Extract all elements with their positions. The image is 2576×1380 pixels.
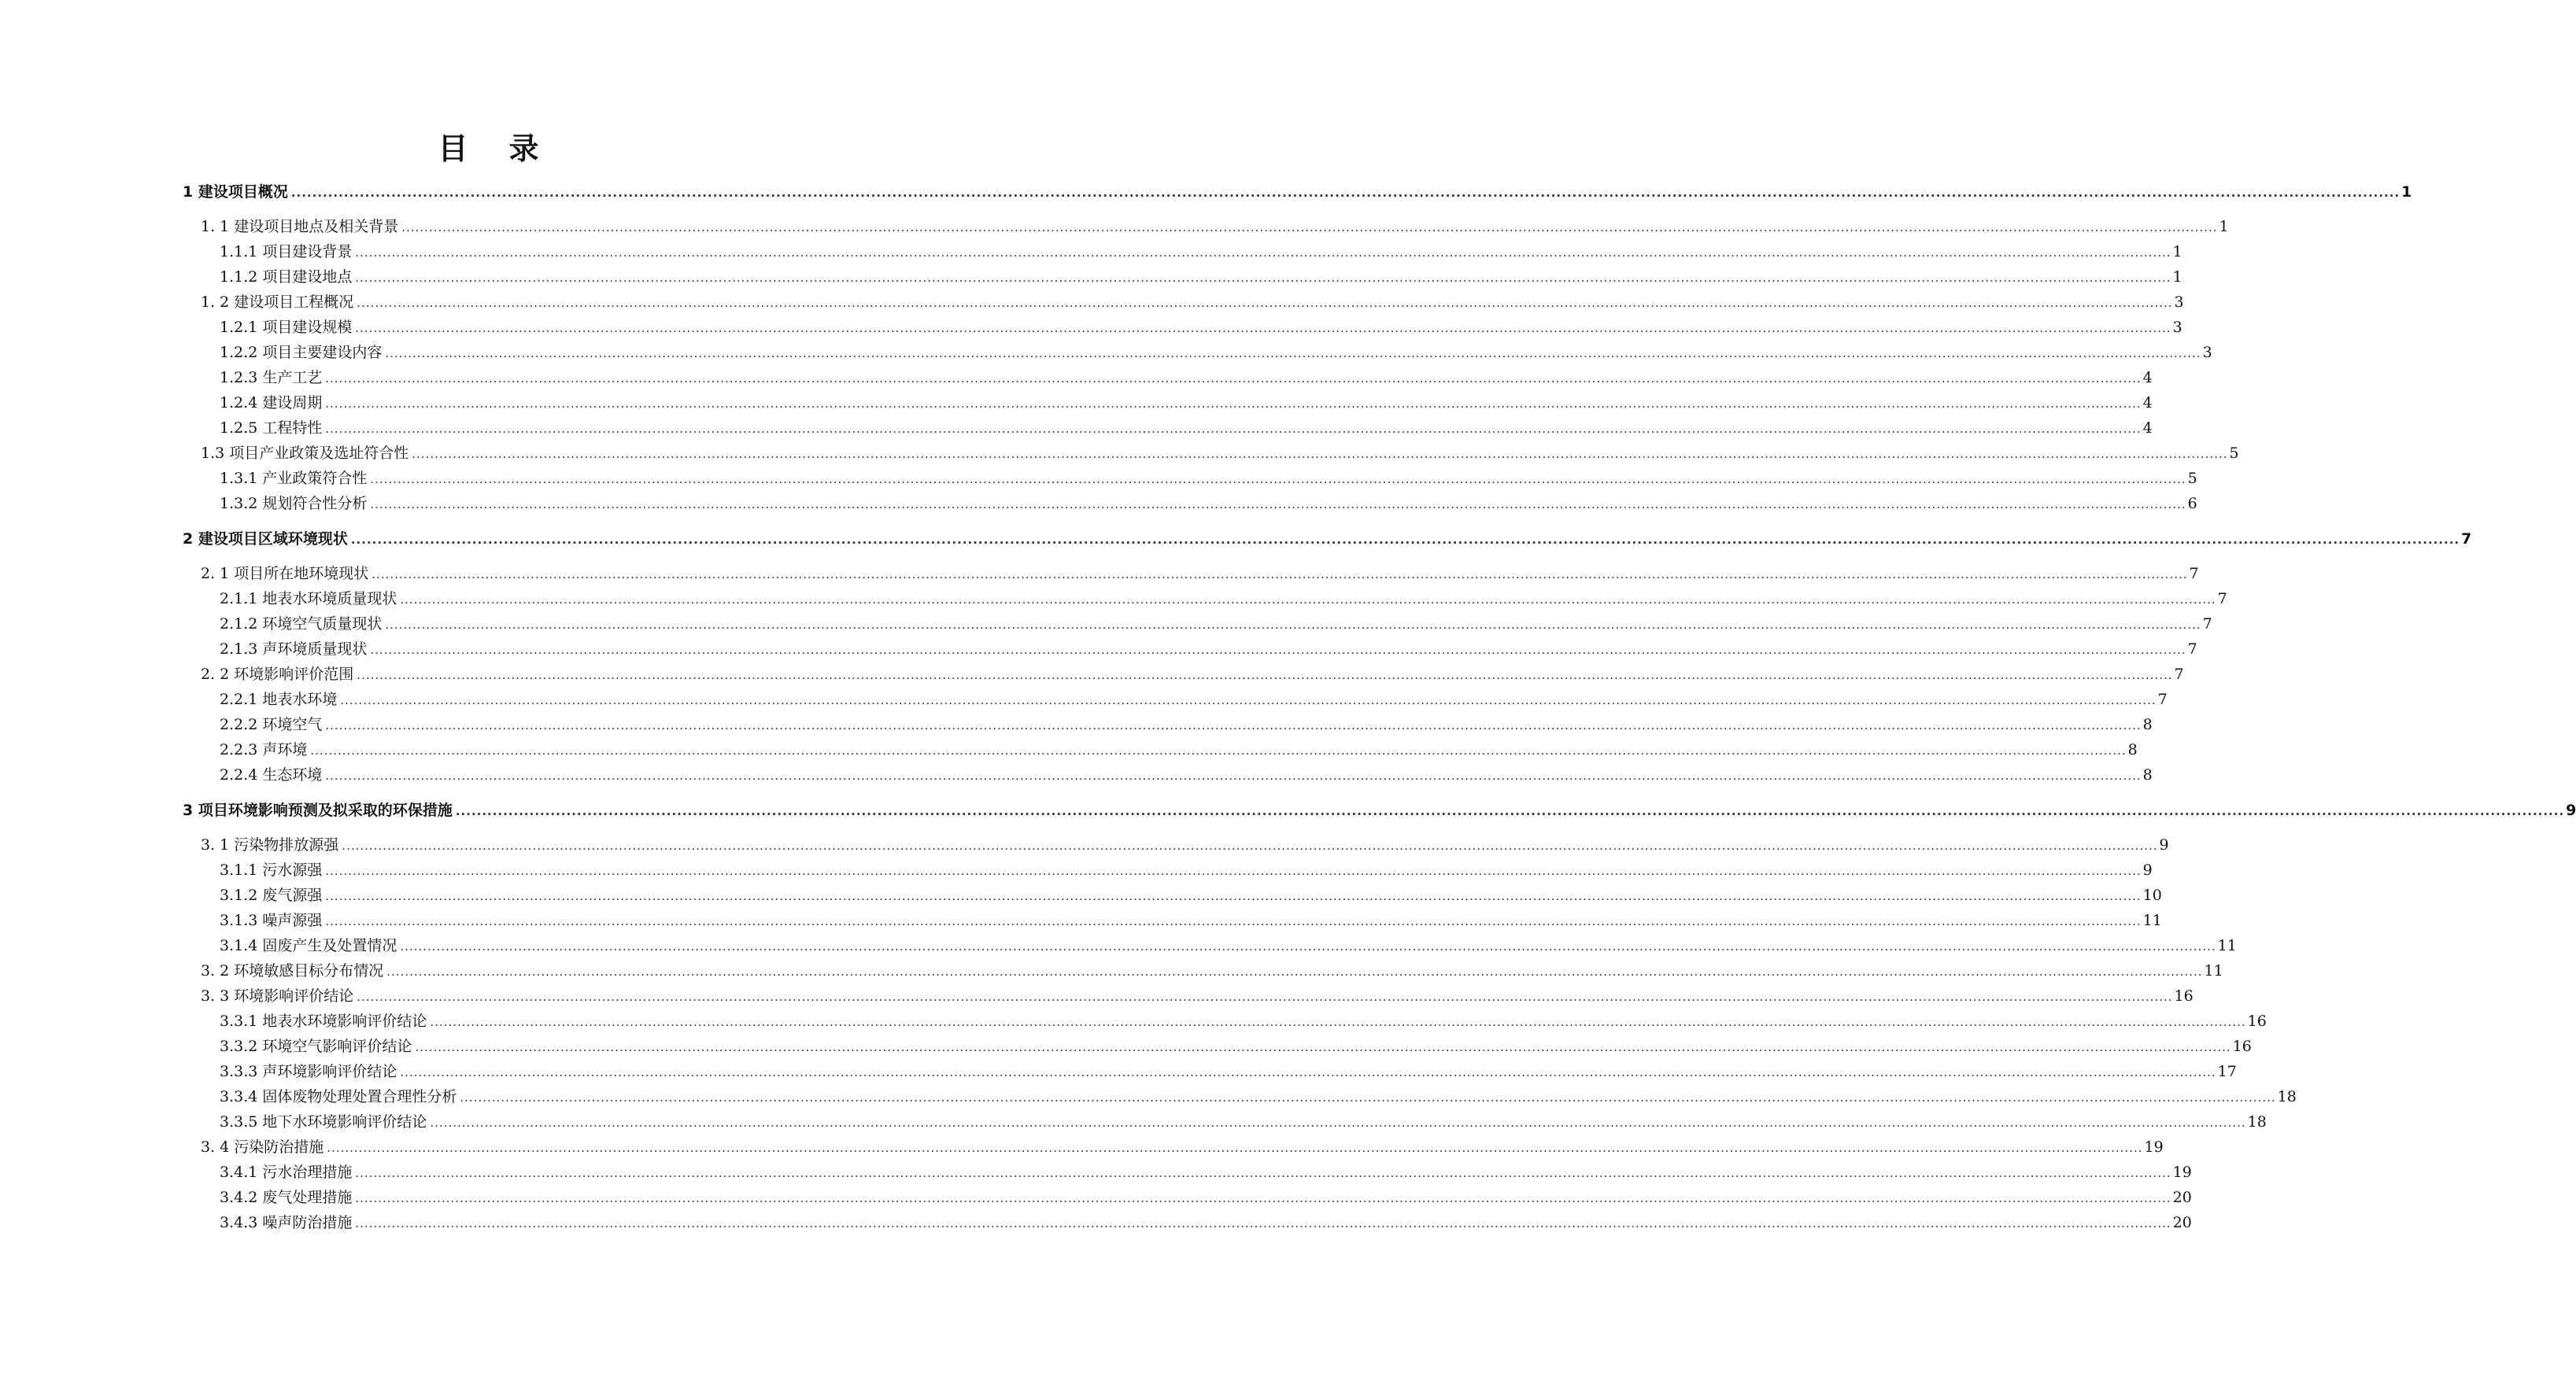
toc-page-number: 20 [2172,1189,2192,1206]
toc-page-number: 6 [2187,495,2197,512]
toc-entry[interactable] [201,562,2199,585]
dot-leader: ................................................................................................................................................................................................................................................................................................................................................................................................................ [370,497,2186,511]
dot-leader: ................................................................................................................................................................................................................................................................................................................................................................................................................ [325,371,2142,386]
dot-leader: ................................................................................................................................................................................................................................................................................................................................................................................................................ [357,668,2173,682]
dot-leader: ................................................................................................................................................................................................................................................................................................................................................................................................................ [370,472,2186,486]
toc-entry-label: 2. 2 环境影响评价范围 [201,666,354,683]
toc-entry[interactable] [220,1009,2267,1033]
toc-entry-label: 2.1.3 声环境质量现状 [220,640,368,658]
toc-entry[interactable] [220,391,2153,415]
dot-leader: ................................................................................................................................................................................................................................................................................................................................................................................................................ [401,220,2218,234]
dot-leader: ................................................................................................................................................................................................................................................................................................................................................................................................................ [355,271,2171,285]
toc-entry[interactable] [183,799,2576,822]
toc-page-number: 7 [2157,691,2168,708]
dot-leader: ................................................................................................................................................................................................................................................................................................................................................................................................................ [355,1191,2171,1205]
toc-page-number: 9 [2159,836,2169,854]
toc-page-number: 1 [2172,268,2182,286]
toc-entry[interactable] [220,612,2212,636]
toc-entry[interactable] [220,315,2182,339]
toc-page-number: 16 [2174,987,2193,1005]
toc-page-number: 9 [2566,802,2576,819]
toc-entry-label: 1 建设项目概况 [183,183,288,201]
toc-page-number: 18 [2247,1113,2267,1131]
toc-entry-label: 2.1.2 环境空气质量现状 [220,615,383,633]
toc-entry[interactable] [220,688,2168,711]
toc-page-number: 8 [2142,766,2153,784]
toc-entry[interactable] [201,662,2184,686]
toc-entry[interactable] [220,1211,2192,1234]
toc-page-number: 1 [2401,183,2412,201]
dot-leader: ................................................................................................................................................................................................................................................................................................................................................................................................................ [325,769,2142,783]
dot-leader: ................................................................................................................................................................................................................................................................................................................................................................................................................ [350,533,2460,547]
toc-entry-label: 3. 2 环境敏感目标分布情况 [201,962,384,980]
toc-page-number: 8 [2127,741,2138,758]
toc-page-number: 7 [2187,640,2197,658]
dot-leader: ................................................................................................................................................................................................................................................................................................................................................................................................................ [340,693,2157,707]
toc-entry-label: 2.2.1 地表水环境 [220,691,338,708]
toc-entry[interactable] [220,1085,2297,1109]
dot-leader: ................................................................................................................................................................................................................................................................................................................................................................................................................ [415,1040,2231,1054]
toc-entry[interactable] [220,341,2212,364]
toc-entry-label: 3.1.1 污水源强 [220,862,323,879]
toc-entry[interactable] [183,180,2412,204]
toc-entry[interactable] [220,1110,2267,1134]
toc-page-number: 1 [2172,243,2182,260]
toc-entry[interactable] [201,441,2239,465]
toc-entry[interactable] [201,215,2229,238]
toc-entry[interactable] [220,240,2182,264]
toc-entry-label: 3. 4 污染防治措施 [201,1138,324,1156]
toc-entry[interactable] [201,984,2193,1008]
toc-entry-label: 3.3.1 地表水环境影响评价结论 [220,1013,427,1030]
toc-entry-label: 1. 1 建设项目地点及相关背景 [201,218,399,235]
toc-page-number: 16 [2232,1038,2252,1055]
toc-entry[interactable] [220,416,2153,440]
toc-page-number: 8 [2142,716,2153,733]
toc-entry-label: 1. 2 建设项目工程概况 [201,293,354,311]
toc-page-number: 9 [2142,862,2153,879]
toc-entry-label: 2.2.2 环境空气 [220,716,323,733]
toc-entry[interactable] [220,587,2227,611]
toc-entry-label: 1.1.1 项目建设背景 [220,243,353,260]
toc-page-number: 1 [2219,218,2229,235]
toc-entry[interactable] [201,290,2184,314]
toc-page-number: 3 [2174,293,2184,311]
toc-page-number: 19 [2172,1164,2192,1181]
toc-entry-label: 1.3.2 规划符合性分析 [220,495,368,512]
toc-page-number: 17 [2217,1063,2237,1080]
toc-entry-label: 2. 1 项目所在地环境现状 [201,565,369,582]
toc-entry[interactable] [220,858,2153,882]
toc-entry-label: 1.3 项目产业政策及选址符合性 [201,445,409,462]
toc-entry-label: 3.1.4 固废产生及处置情况 [220,937,397,954]
toc-entry[interactable] [220,637,2197,661]
toc-entry-label: 3.4.1 污水治理措施 [220,1164,353,1181]
toc-entry-label: 3 项目环境影响预测及拟采取的环保措施 [183,802,453,819]
dot-leader: ................................................................................................................................................................................................................................................................................................................................................................................................................ [385,346,2201,360]
dot-leader: ................................................................................................................................................................................................................................................................................................................................................................................................................ [430,1116,2246,1130]
page-title: 目录 [438,131,580,166]
toc-entry-label: 2.1.1 地表水环境质量现状 [220,590,397,607]
toc-page-number: 11 [2217,937,2237,954]
dot-leader: ................................................................................................................................................................................................................................................................................................................................................................................................................ [371,567,2188,581]
toc-entry[interactable] [220,265,2182,289]
toc-page-number: 19 [2144,1138,2164,1156]
toc-entry-label: 3. 1 污染物排放源强 [201,836,339,854]
toc-entry[interactable] [220,763,2153,787]
dot-leader: ................................................................................................................................................................................................................................................................................................................................................................................................................ [400,1065,2216,1079]
toc-entry[interactable] [220,1035,2252,1058]
dot-leader: ................................................................................................................................................................................................................................................................................................................................................................................................................ [325,397,2142,411]
toc-entry[interactable] [220,1160,2192,1184]
toc-entry-label: 1.2.2 项目主要建设内容 [220,344,383,361]
toc-entry[interactable] [220,467,2197,490]
toc-entry[interactable] [220,909,2162,932]
toc-page-number: 5 [2229,445,2239,462]
toc-page-number: 11 [2204,962,2223,980]
dot-leader: ................................................................................................................................................................................................................................................................................................................................................................................................................ [355,1216,2171,1231]
toc-entry-label: 3.1.2 废气源强 [220,887,323,904]
toc-page-number: 10 [2142,887,2162,904]
toc-entry-label: 1.3.1 产业政策符合性 [220,470,368,487]
toc-entry[interactable] [220,884,2162,907]
dot-leader: ................................................................................................................................................................................................................................................................................................................................................................................................................ [327,1141,2143,1155]
toc-page-number: 20 [2172,1214,2192,1231]
dot-leader: ................................................................................................................................................................................................................................................................................................................................................................................................................ [290,186,2400,200]
toc-entry-label: 1.1.2 项目建设地点 [220,268,353,286]
toc-page-number: 4 [2142,419,2153,437]
toc-entry-label: 3.1.3 噪声源强 [220,912,323,929]
toc-page-number: 4 [2142,369,2153,386]
toc-entry[interactable] [220,738,2138,762]
dot-leader: ................................................................................................................................................................................................................................................................................................................................................................................................................ [325,889,2142,903]
dot-leader: ................................................................................................................................................................................................................................................................................................................................................................................................................ [355,321,2171,335]
toc-page-number: 7 [2202,615,2212,633]
toc-entry[interactable] [201,833,2169,857]
toc-entry-label: 1.2.5 工程特性 [220,419,323,437]
toc-entry[interactable] [183,527,2472,551]
toc-entry-label: 1.2.3 生产工艺 [220,369,323,386]
toc-entry-label: 2.2.3 声环境 [220,741,308,758]
toc-page-number: 7 [2189,565,2199,582]
toc-entry-label: 3.3.5 地下水环境影响评价结论 [220,1113,427,1131]
toc-entry-label: 2.2.4 生态环境 [220,766,323,784]
toc-page-number: 16 [2247,1013,2267,1030]
toc-page-number: 3 [2172,319,2182,336]
toc-entry[interactable] [220,1060,2237,1083]
toc-entry-label: 3. 3 环境影响评价结论 [201,987,354,1005]
dot-leader: ................................................................................................................................................................................................................................................................................................................................................................................................................ [400,939,2216,954]
dot-leader: ................................................................................................................................................................................................................................................................................................................................................................................................................ [325,914,2142,928]
toc-entry-label: 3.3.3 声环境影响评价结论 [220,1063,397,1080]
toc-page-number: 4 [2142,394,2153,411]
toc-page-number: 3 [2202,344,2212,361]
dot-leader: ................................................................................................................................................................................................................................................................................................................................................................................................................ [357,990,2173,1004]
dot-leader: ................................................................................................................................................................................................................................................................................................................................................................................................................ [430,1015,2246,1029]
dot-leader: ................................................................................................................................................................................................................................................................................................................................................................................................................ [325,864,2142,878]
toc-entry-label: 3.3.2 环境空气影响评价结论 [220,1038,412,1055]
dot-leader: ................................................................................................................................................................................................................................................................................................................................................................................................................ [355,1166,2171,1180]
toc-entry-label: 1.2.4 建设周期 [220,394,323,411]
toc-entry[interactable] [220,713,2153,736]
toc-page-number: 7 [2174,666,2184,683]
toc-page-number: 7 [2217,590,2227,607]
dot-leader: ................................................................................................................................................................................................................................................................................................................................................................................................................ [355,245,2171,260]
toc-page-number: 18 [2277,1088,2297,1105]
dot-leader: ................................................................................................................................................................................................................................................................................................................................................................................................................ [325,718,2142,732]
toc-page-number: 7 [2461,530,2472,548]
toc-entry-label: 3.4.2 废气处理措施 [220,1189,353,1206]
dot-leader: ................................................................................................................................................................................................................................................................................................................................................................................................................ [460,1090,2276,1105]
toc-entry-label: 1.2.1 项目建设规模 [220,319,353,336]
dot-leader: ................................................................................................................................................................................................................................................................................................................................................................................................................ [325,422,2142,436]
dot-leader: ................................................................................................................................................................................................................................................................................................................................................................................................................ [386,965,2203,979]
dot-leader: ................................................................................................................................................................................................................................................................................................................................................................................................................ [370,643,2186,657]
toc-entry-label: 3.3.4 固体废物处理处置合理性分析 [220,1088,457,1105]
dot-leader: ................................................................................................................................................................................................................................................................................................................................................................................................................ [455,804,2565,818]
dot-leader: ................................................................................................................................................................................................................................................................................................................................................................................................................ [412,447,2228,461]
toc-entry-label: 2 建设项目区域环境现状 [183,530,348,548]
dot-leader: ................................................................................................................................................................................................................................................................................................................................................................................................................ [400,592,2216,607]
toc-entry[interactable] [220,492,2197,515]
dot-leader: ................................................................................................................................................................................................................................................................................................................................................................................................................ [310,744,2127,758]
toc-entry[interactable] [201,959,2223,983]
toc-entry[interactable] [201,1135,2164,1159]
toc-page-number: 11 [2142,912,2162,929]
dot-leader: ................................................................................................................................................................................................................................................................................................................................................................................................................ [385,618,2201,632]
toc-entry[interactable] [220,366,2153,389]
dot-leader: ................................................................................................................................................................................................................................................................................................................................................................................................................ [342,839,2158,853]
toc-page-number: 5 [2187,470,2197,487]
dot-leader: ................................................................................................................................................................................................................................................................................................................................................................................................................ [357,296,2173,310]
toc-entry-label: 3.4.3 噪声防治措施 [220,1214,353,1231]
toc-entry[interactable] [220,934,2237,958]
toc-entry[interactable] [220,1186,2192,1209]
